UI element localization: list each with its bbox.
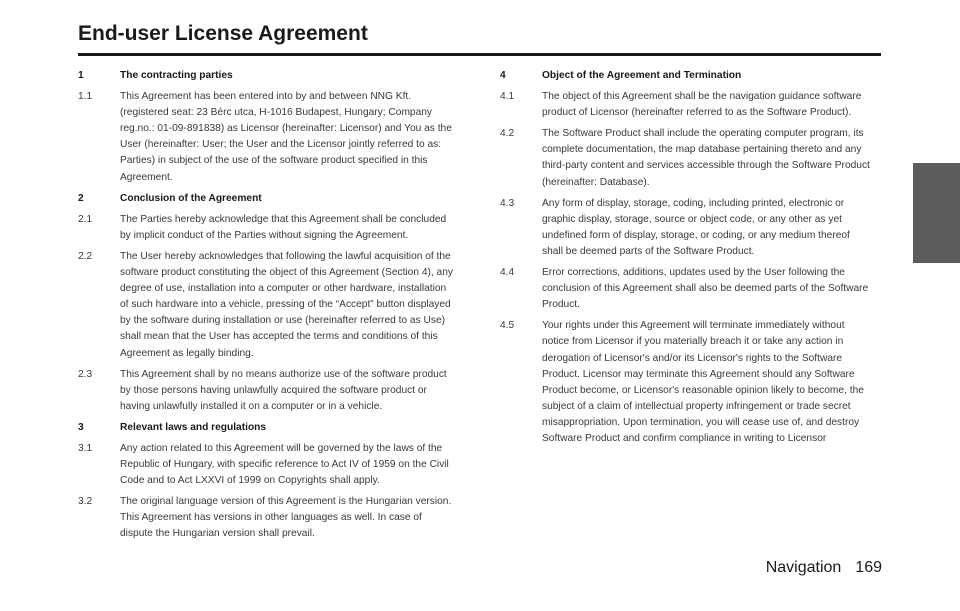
- clause-text: This Agreement has been entered into by and between NNG Kft. (registered seat: 23 Bérc utca, H-1016 Budapest, Hungary; Company reg.no.: 01-09-891838) as Licensor (hereinafter: Licensor) and You as the User (hereinafter: User; the User and the Licensor jointly referred to as: Parties) in subject of the use of the software product specified in this Agreement.: [120, 91, 452, 183]
- title-underline: [78, 53, 881, 56]
- section-heading: [78, 191, 453, 207]
- side-tab: [913, 163, 960, 263]
- section-heading: [78, 420, 453, 436]
- clause: [500, 318, 872, 447]
- clause-text: Object of the Agreement and Termination: [542, 70, 742, 81]
- clause-number: 4.3: [500, 197, 515, 209]
- clause-number: 4.1: [500, 91, 515, 103]
- clause-text: The User hereby acknowledges that following the lawful acquisition of the software product constituting the object of this Agreement (Section 4), any degree of use, installation into a computer or other hardware, installation of such hardware into a vehicle, pressing of the “Accept” button displayed by the software during installation or use (hereinafter referred to as Use) shall mean that the User has accepted the terms and conditions of this Agreement as legally binding.: [120, 250, 453, 359]
- section-heading: [78, 68, 453, 84]
- footer-section: Navigation: [765, 559, 842, 576]
- clause-text: The original language version of this Agreement is the Hungarian version. This Agreement has versions in other languages as well. In case of dispute the Hungarian version shall prevail.: [120, 496, 452, 540]
- clause-text: Any action related to this Agreement will be governed by the laws of the Republic of Hungary, with specific reference to Act IV of 1959 on the Civil Code and to Act LXXVI of 1999 on Copyrights shall apply.: [120, 442, 449, 487]
- clause: [500, 265, 872, 313]
- clause-number: 3: [78, 421, 84, 433]
- clause-text: The Parties hereby acknowledge that this Agreement shall be concluded by implicit conduct of the Parties without signing the Agreement.: [120, 213, 447, 241]
- page-title: End-user License Agreement: [78, 22, 368, 45]
- clause: [78, 89, 453, 186]
- clause-text: Your rights under this Agreement will terminate immediately without notice from Licensor if you materially breach it or take any action in derogation of Licensor's and/or its Licensor's rights to the Software Product. Licensor may terminate this Agreement should any Software Product become, or Licensor's reasonable opinion likely to become, the subject of a claim of intellectual property infringement or trade secret misappropriation. Upon termination, you will cease use of, and destroy Software Product and confirm compliance in writing to Licensor: [542, 320, 864, 444]
- clause: [500, 196, 872, 260]
- clause-text: The object of this Agreement shall be the navigation guidance software product of Licensor (hereinafter referred to as the Software Product).: [542, 91, 862, 119]
- clause-text: The Software Product shall include the operating computer program, its complete documentation, the map database pertaining thereto and any third-party content and services accessible through the Software Product (hereinafter: Database).: [542, 128, 870, 188]
- clause-text: Relevant laws and regulations: [120, 421, 267, 433]
- clause-number: 2.2: [78, 250, 93, 262]
- page-footer: [766, 559, 882, 577]
- clause-text: Any form of display, storage, coding, including printed, electronic or graphic display, storage, source or object code, or any other as yet undefined form of display, storage, or coding, or any medium thereof shall be deemed parts of the Software Product.: [542, 197, 850, 257]
- left-column: [78, 68, 453, 548]
- clause-number: 3.1: [78, 442, 93, 454]
- clause-text: Error corrections, additions, updates used by the User following the conclusion of this Agreement shall also be deemed parts of the Software Product.: [542, 267, 869, 311]
- clause-number: 2.1: [78, 213, 93, 225]
- right-column: [500, 68, 872, 452]
- clause-text: The contracting parties: [120, 70, 233, 81]
- clause: [500, 126, 872, 190]
- clause-text: This Agreement shall by no means authorize use of the software product by those persons having unlawfully acquired the software product or having unlawfully installed it on a computer or in a vehicle.: [120, 368, 447, 412]
- clause-number: 4.2: [500, 128, 515, 140]
- clause: [78, 494, 453, 542]
- clause-number: 2: [78, 192, 84, 204]
- clause-number: 4: [500, 70, 506, 81]
- clause: [78, 441, 453, 489]
- clause-number: 4.4: [500, 267, 515, 279]
- section-heading: [500, 68, 872, 84]
- clause: [78, 249, 453, 362]
- clause-number: 3.2: [78, 496, 93, 508]
- clause-number: 1: [78, 70, 84, 81]
- page-number: 169: [855, 559, 882, 576]
- clause: [78, 367, 453, 415]
- clause-number: 4.5: [500, 320, 515, 332]
- clause: [78, 212, 453, 244]
- clause-number: 1.1: [78, 91, 93, 103]
- clause-text: Conclusion of the Agreement: [120, 192, 262, 204]
- clause: [500, 89, 872, 121]
- clause-number: 2.3: [78, 368, 93, 380]
